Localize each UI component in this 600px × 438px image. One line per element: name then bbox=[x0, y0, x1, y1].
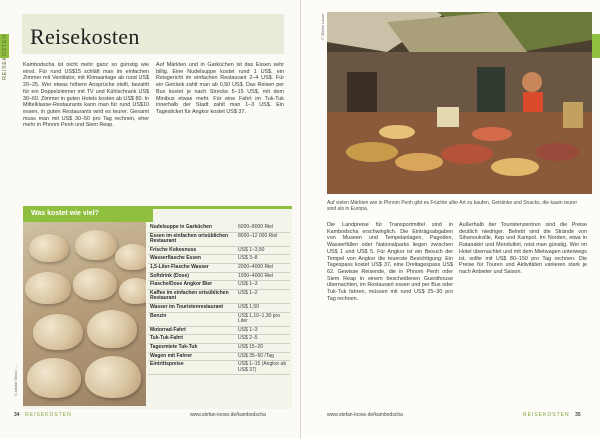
market-photo bbox=[327, 12, 592, 194]
price-item: Wagen mit Fahrer bbox=[148, 352, 236, 361]
price-value: US$ 1–2 bbox=[236, 289, 290, 303]
body-column-1 bbox=[327, 222, 453, 302]
price-row bbox=[148, 335, 290, 344]
market-scene bbox=[327, 12, 592, 194]
price-row bbox=[148, 272, 290, 281]
right-page bbox=[300, 0, 600, 438]
body-text: Die Landpreise für Transportmittel sind in Kambodscha erschwinglich. Die Einträgsabgaben von Museen und Tempelanlagen, Pagoden, Wasserfällen oder Nationalparks liegen zwischen US$ 1 und US$ 5. Für Angkor ist ein Besuch der Tempel von Angkor die teuerste Besichtigung: Ein Tagespass kostet US$ 37, eine Dreitagespass US$ 62. Gewisse Reisende, die in Phnom Penh oder Siem Reap in einem bescheidenen Guesthouse übernachten, im Restaurant essen und per Bus oder Tuk-Tuk fahren, müssen mit rund US$ 25–30 pro Tag rechnen. bbox=[327, 222, 453, 302]
price-item: 1,5-Liter-Flasche Wasser bbox=[148, 263, 236, 272]
price-item: Wasserflasche Essen bbox=[148, 255, 236, 264]
body-text: Außerhalb der Touristenzentren sind die Preise deutlich niedriger. Beliebt sind die Strände von Sihanoukville, Kep und Kampot. Im Norden, etwa in Ratanakiri und Mondulkiri, reist man günstig. Wer im Hotel übernachtet und mit dem Mietwagen unterwegs ist, sollte mit US$ 80–150 pro Tag rechnen. Die Preise für Touren und Aktivitäten variieren stark je nach Anbieter und Saison. bbox=[459, 222, 587, 275]
price-value: US$ 35–50 /Tag bbox=[236, 352, 290, 361]
price-row bbox=[148, 281, 290, 290]
price-row bbox=[148, 361, 290, 375]
price-table bbox=[148, 224, 290, 375]
price-value: US$ 1–3 bbox=[236, 281, 290, 290]
price-item: Essen im einfachen ortsüblichen Restaurant bbox=[148, 232, 236, 246]
piggy-bank-shape bbox=[29, 234, 69, 262]
price-row bbox=[148, 255, 290, 264]
page-number: 35 bbox=[575, 412, 581, 418]
body-column-2 bbox=[156, 62, 284, 116]
price-item: Motorrad-Fahrt bbox=[148, 326, 236, 335]
footer-section: REISEKOSTEN bbox=[25, 412, 72, 418]
price-value: US$ 1,10–1,30 pro Liter bbox=[236, 312, 290, 326]
price-value: 6000–8000 Riel bbox=[236, 224, 290, 232]
left-footer bbox=[14, 412, 72, 418]
photo-caption: Auf vielen Märkten wie in Phnom Penh gibt es Früchte aller Art zu kaufen, Getränke und Snacks, die kaum teurer sind als in Europa. bbox=[327, 200, 578, 212]
price-value: US$ 1–15 (Angkor ab US$ 37) bbox=[236, 361, 290, 375]
piggy-bank-shape bbox=[25, 272, 71, 304]
photo-credit: © Adobe Stock / ... bbox=[14, 364, 18, 396]
price-value: US$ 1–3,50 bbox=[236, 246, 290, 255]
page-title: Reisekosten bbox=[30, 24, 140, 49]
price-row bbox=[148, 289, 290, 303]
piggy-bank-shape bbox=[119, 278, 146, 304]
price-item: Eintrittspreise bbox=[148, 361, 236, 375]
piggy-bank-shape bbox=[75, 230, 117, 260]
body-text: Auf Märkten und in Garküchen ist das Essen sehr billig. Eine Nudelsuppe kostet rund 1 US$, ein Reisgericht im einfachen Restaurant 2–4 US$. Für ein Getränk zahlt man ab 0,50 US$. Das Reisen per Bus kostet je nach Strecke 5–15 US$, mit dem Minibus etwas mehr. Für eine Fahrt im Tuk-Tuk innerhalb der Stadt zahlt man 1–3 US$. Ein Tagesticket für Angkor kostet US$ 37. bbox=[156, 62, 284, 115]
piggy-bank-shape bbox=[85, 356, 141, 398]
price-item: Flasche/Dose Angkor Bier bbox=[148, 281, 236, 290]
price-item: Tagesmiete Tuk-Tuk bbox=[148, 343, 236, 352]
page-number: 34 bbox=[14, 412, 20, 418]
section-tab bbox=[592, 34, 600, 58]
price-row bbox=[148, 312, 290, 326]
piggy-bank-shape bbox=[87, 310, 137, 348]
price-item: Tuk-Tuk-Fahrt bbox=[148, 335, 236, 344]
price-value: US$ 1,50 bbox=[236, 303, 290, 312]
side-section-label: REISEKOSTEN bbox=[2, 34, 8, 80]
price-row bbox=[148, 224, 290, 232]
price-row bbox=[148, 343, 290, 352]
price-value: US$ 15–20 bbox=[236, 343, 290, 352]
footer-url: www.stefan-loose.de/kambodscha bbox=[327, 412, 403, 418]
price-row bbox=[148, 303, 290, 312]
price-item: Frische Kokosnuss bbox=[148, 246, 236, 255]
price-item: Nudelsuppe in Garküchen bbox=[148, 224, 236, 232]
price-value: US$ 3–8 bbox=[236, 255, 290, 264]
piggy-bank-shape bbox=[33, 314, 83, 350]
photo-credit: © Stefan Loose bbox=[321, 13, 325, 40]
price-value: US$ 1–3 bbox=[236, 326, 290, 335]
price-item: Benzin bbox=[148, 312, 236, 326]
body-column-1 bbox=[23, 62, 149, 129]
price-value: 2000–4000 Riel bbox=[236, 263, 290, 272]
price-row bbox=[148, 326, 290, 335]
price-item: Kaffee im einfachen ortsüblichen Restaurant bbox=[148, 289, 236, 303]
body-column-2 bbox=[459, 222, 587, 276]
piggy-bank-shape bbox=[27, 358, 81, 398]
piggy-bank-shape bbox=[73, 268, 117, 300]
piggy-bank-photo bbox=[23, 222, 146, 406]
right-footer bbox=[523, 412, 581, 418]
price-row bbox=[148, 352, 290, 361]
footer-section: REISEKOSTEN bbox=[523, 412, 570, 418]
price-row bbox=[148, 263, 290, 272]
price-item: Softdrink (Dose) bbox=[148, 272, 236, 281]
body-text: Kambodscha ist nicht mehr ganz so günstig wie einst. Für rund US$15 schläft man im einfachen Zimmer mit Ventilator, mit Klimaanlage ab rund US$ 20–25. Wer etwas höhere Ansprüche stellt, bezahlt für ein Doppelzimmer mit TV und Kühlschrank US$ 30–60. Zimmer in guten Hotels kosten ab US$ 80. In Mittelklasse-Restaurants kann man für rund US$10 essen, in guten Restaurants wird es teurer. Gesamt muss man mit US$ 30–50 pro Tag rechnen, eher mehr in Phnom Penh und Siem Reap. bbox=[23, 62, 149, 129]
price-row bbox=[148, 246, 290, 255]
footer-url: www.stefan-loose.de/kambodscha bbox=[190, 412, 266, 418]
price-value: 1000–4000 Riel bbox=[236, 272, 290, 281]
piggy-bank-shape bbox=[115, 244, 146, 270]
price-box-title: Was kostet wie viel? bbox=[23, 206, 153, 222]
price-value: US$ 2–5 bbox=[236, 335, 290, 344]
price-row bbox=[148, 232, 290, 246]
price-item: Wasser im Touristenrestaurant bbox=[148, 303, 236, 312]
price-value: 8000–12 000 Riel bbox=[236, 232, 290, 246]
